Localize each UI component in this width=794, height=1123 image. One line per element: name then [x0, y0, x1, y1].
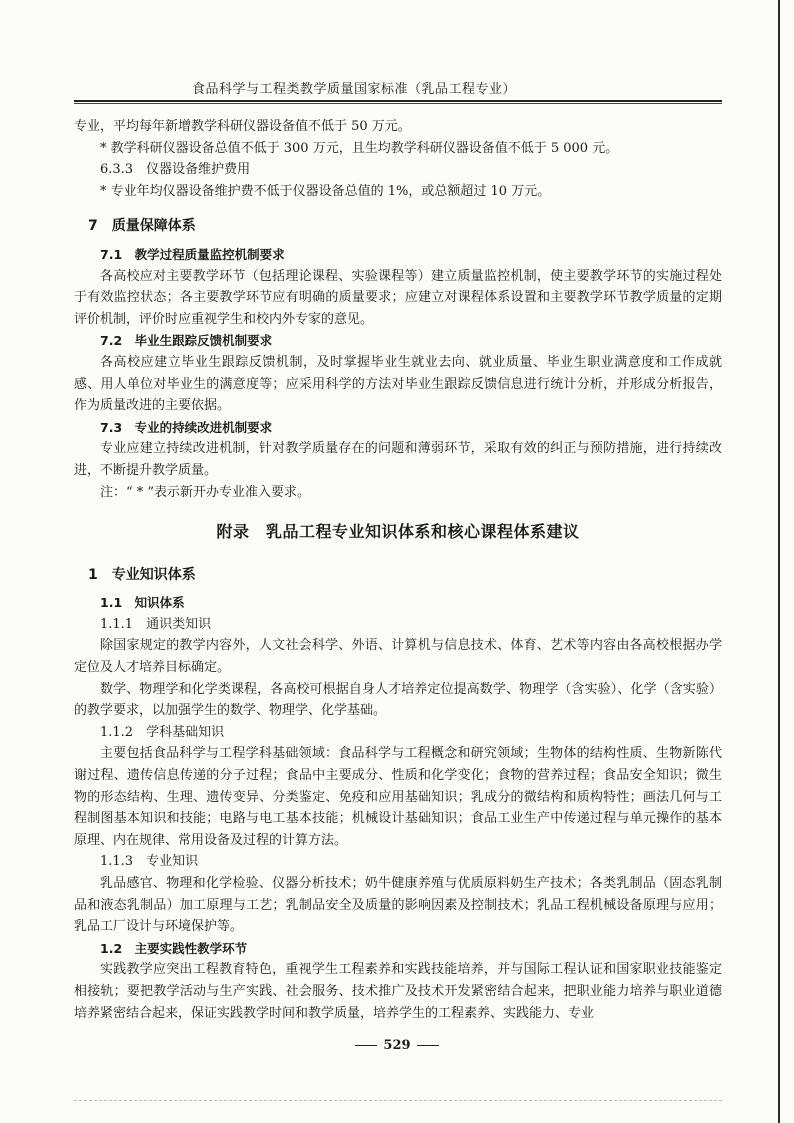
section-heading-7-3: 7.3 专业的持续改进机制要求: [100, 419, 273, 435]
subsection-heading: 1.1.3 专业知识: [100, 854, 199, 870]
scan-noise: [74, 1100, 722, 1102]
header-rule-thin: [74, 103, 722, 104]
main-content: [74, 116, 722, 1024]
subsection-heading: 1.1.1 通识类知识: [100, 616, 212, 632]
paragraph: 主要包括食品科学与工程学科基础领域：食品科学与工程概念和研究领域；生物体的结构性质、生物新陈代谢过程、遗传信息传递的分子过程；食品中主要成分、性质和化学变化；食物的营养过程；食品安全知识；微生物的形态结构、生理、遗传变异、分类鉴定、免疫和应用基础知识；乳成分的微结构和质构特性；画法几何与工程制图基本知识和技能；电路与电工基本技能；机械设计基础知识；食品工业生产中传递过程与单元操作的基本原理、内在规律、常用设备及过程的计算方法。: [74, 746, 722, 848]
page-footer: [0, 1038, 794, 1053]
appendix-heading-1: 1 专业知识体系: [88, 566, 196, 583]
footer-dash: [417, 1045, 439, 1046]
paragraph: 各高校应对主要教学环节（包括理论课程、实验课程等）建立质量监控机制，使主要教学环节的实施过程处于有效监控状态；各主要教学环节应有明确的质量要求；应建立对课程体系设置和主要教学环节教学质量的定期评价机制，评价时应重视学生和校内外专家的意见。: [74, 268, 722, 327]
appendix-heading-1-1: 1.1 知识体系: [100, 595, 185, 611]
paragraph: 专业，平均每年新增教学科研仪器设备值不低于 50 万元。: [74, 119, 411, 134]
paragraph: 乳品感官、物理和化学检验、仪器分析技术；奶牛健康养殖与优质原料奶生产技术；各类乳制品（固态乳制品和液态乳制品）加工原理与工艺；乳制品安全及质量的影响因素及控制技术；乳品工程机械设备原理与应用；乳品工厂设计与环境保护等。: [74, 876, 722, 935]
page-number: 529: [383, 1038, 411, 1053]
header-rule: [74, 100, 722, 102]
paragraph: * 专业年均仪器设备维护费不低于仪器设备总值的 1%，或总额超过 10 万元。: [100, 183, 551, 199]
paragraph: * 教学科研仪器设备总值不低于 300 万元，且生均教学科研仪器设备值不低于 5 000 元。: [100, 140, 619, 156]
paragraph: 各高校应建立毕业生跟踪反馈机制，及时掌握毕业生就业去向、就业质量、毕业生职业满意度和工作成就感、用人单位对毕业生的满意度等；应采用科学的方法对毕业生跟踪反馈信息进行统计分析，并形成分析报告，作为质量改进的主要依据。: [74, 354, 722, 414]
appendix-heading-1-2: 1.2 主要实践性教学环节: [100, 940, 248, 956]
subsection-heading: 1.1.2 学科基础知识: [100, 724, 225, 740]
running-header: 食品科学与工程类教学质量国家标准（乳品工程专业）: [191, 82, 516, 97]
paragraph: 除国家规定的教学内容外，人文社会科学、外语、计算机与信息技术、体育、艺术等内容由各高校根据办学定位及人才培养目标确定。: [74, 638, 722, 676]
footer-dash: [355, 1045, 377, 1046]
paragraph: 实践教学应突出工程教育特色，重视学生工程素养和实践技能培养，并与国际工程认证和国家职业技能鉴定相接轨；要把教学活动与生产实践、社会服务、技术推广及技术开发紧密结合起来，把职业能力培养与职业道德培养紧密结合起来，保证实践教学时间和教学质量，培养学生的工程素养、实践能力、专业: [74, 962, 722, 1021]
paragraph: 数学、物理学和化学类课程，各高校可根据自身人才培养定位提高数学、物理学（含实验）、化学（含实验）的教学要求，以加强学生的数学、物理学、化学基础。: [74, 681, 722, 719]
appendix-title: 附录 乳品工程专业知识体系和核心课程体系建议: [216, 522, 580, 542]
note: 注：“ * ”表示新开办专业准入要求。: [100, 484, 311, 500]
scan-edge-line: [778, 0, 780, 1123]
section-heading-7: 7 质量保障体系: [88, 218, 196, 235]
subsection-heading: 6.3.3 仪器设备维护费用: [100, 162, 251, 178]
paragraph: 专业应建立持续改进机制，针对教学质量存在的问题和薄弱环节，采取有效的纠正与预防措施，进行持续改进，不断提升教学质量。: [74, 441, 722, 478]
section-heading-7-1: 7.1 教学过程质量监控机制要求: [100, 246, 285, 262]
section-heading-7-2: 7.2 毕业生跟踪反馈机制要求: [100, 333, 273, 349]
